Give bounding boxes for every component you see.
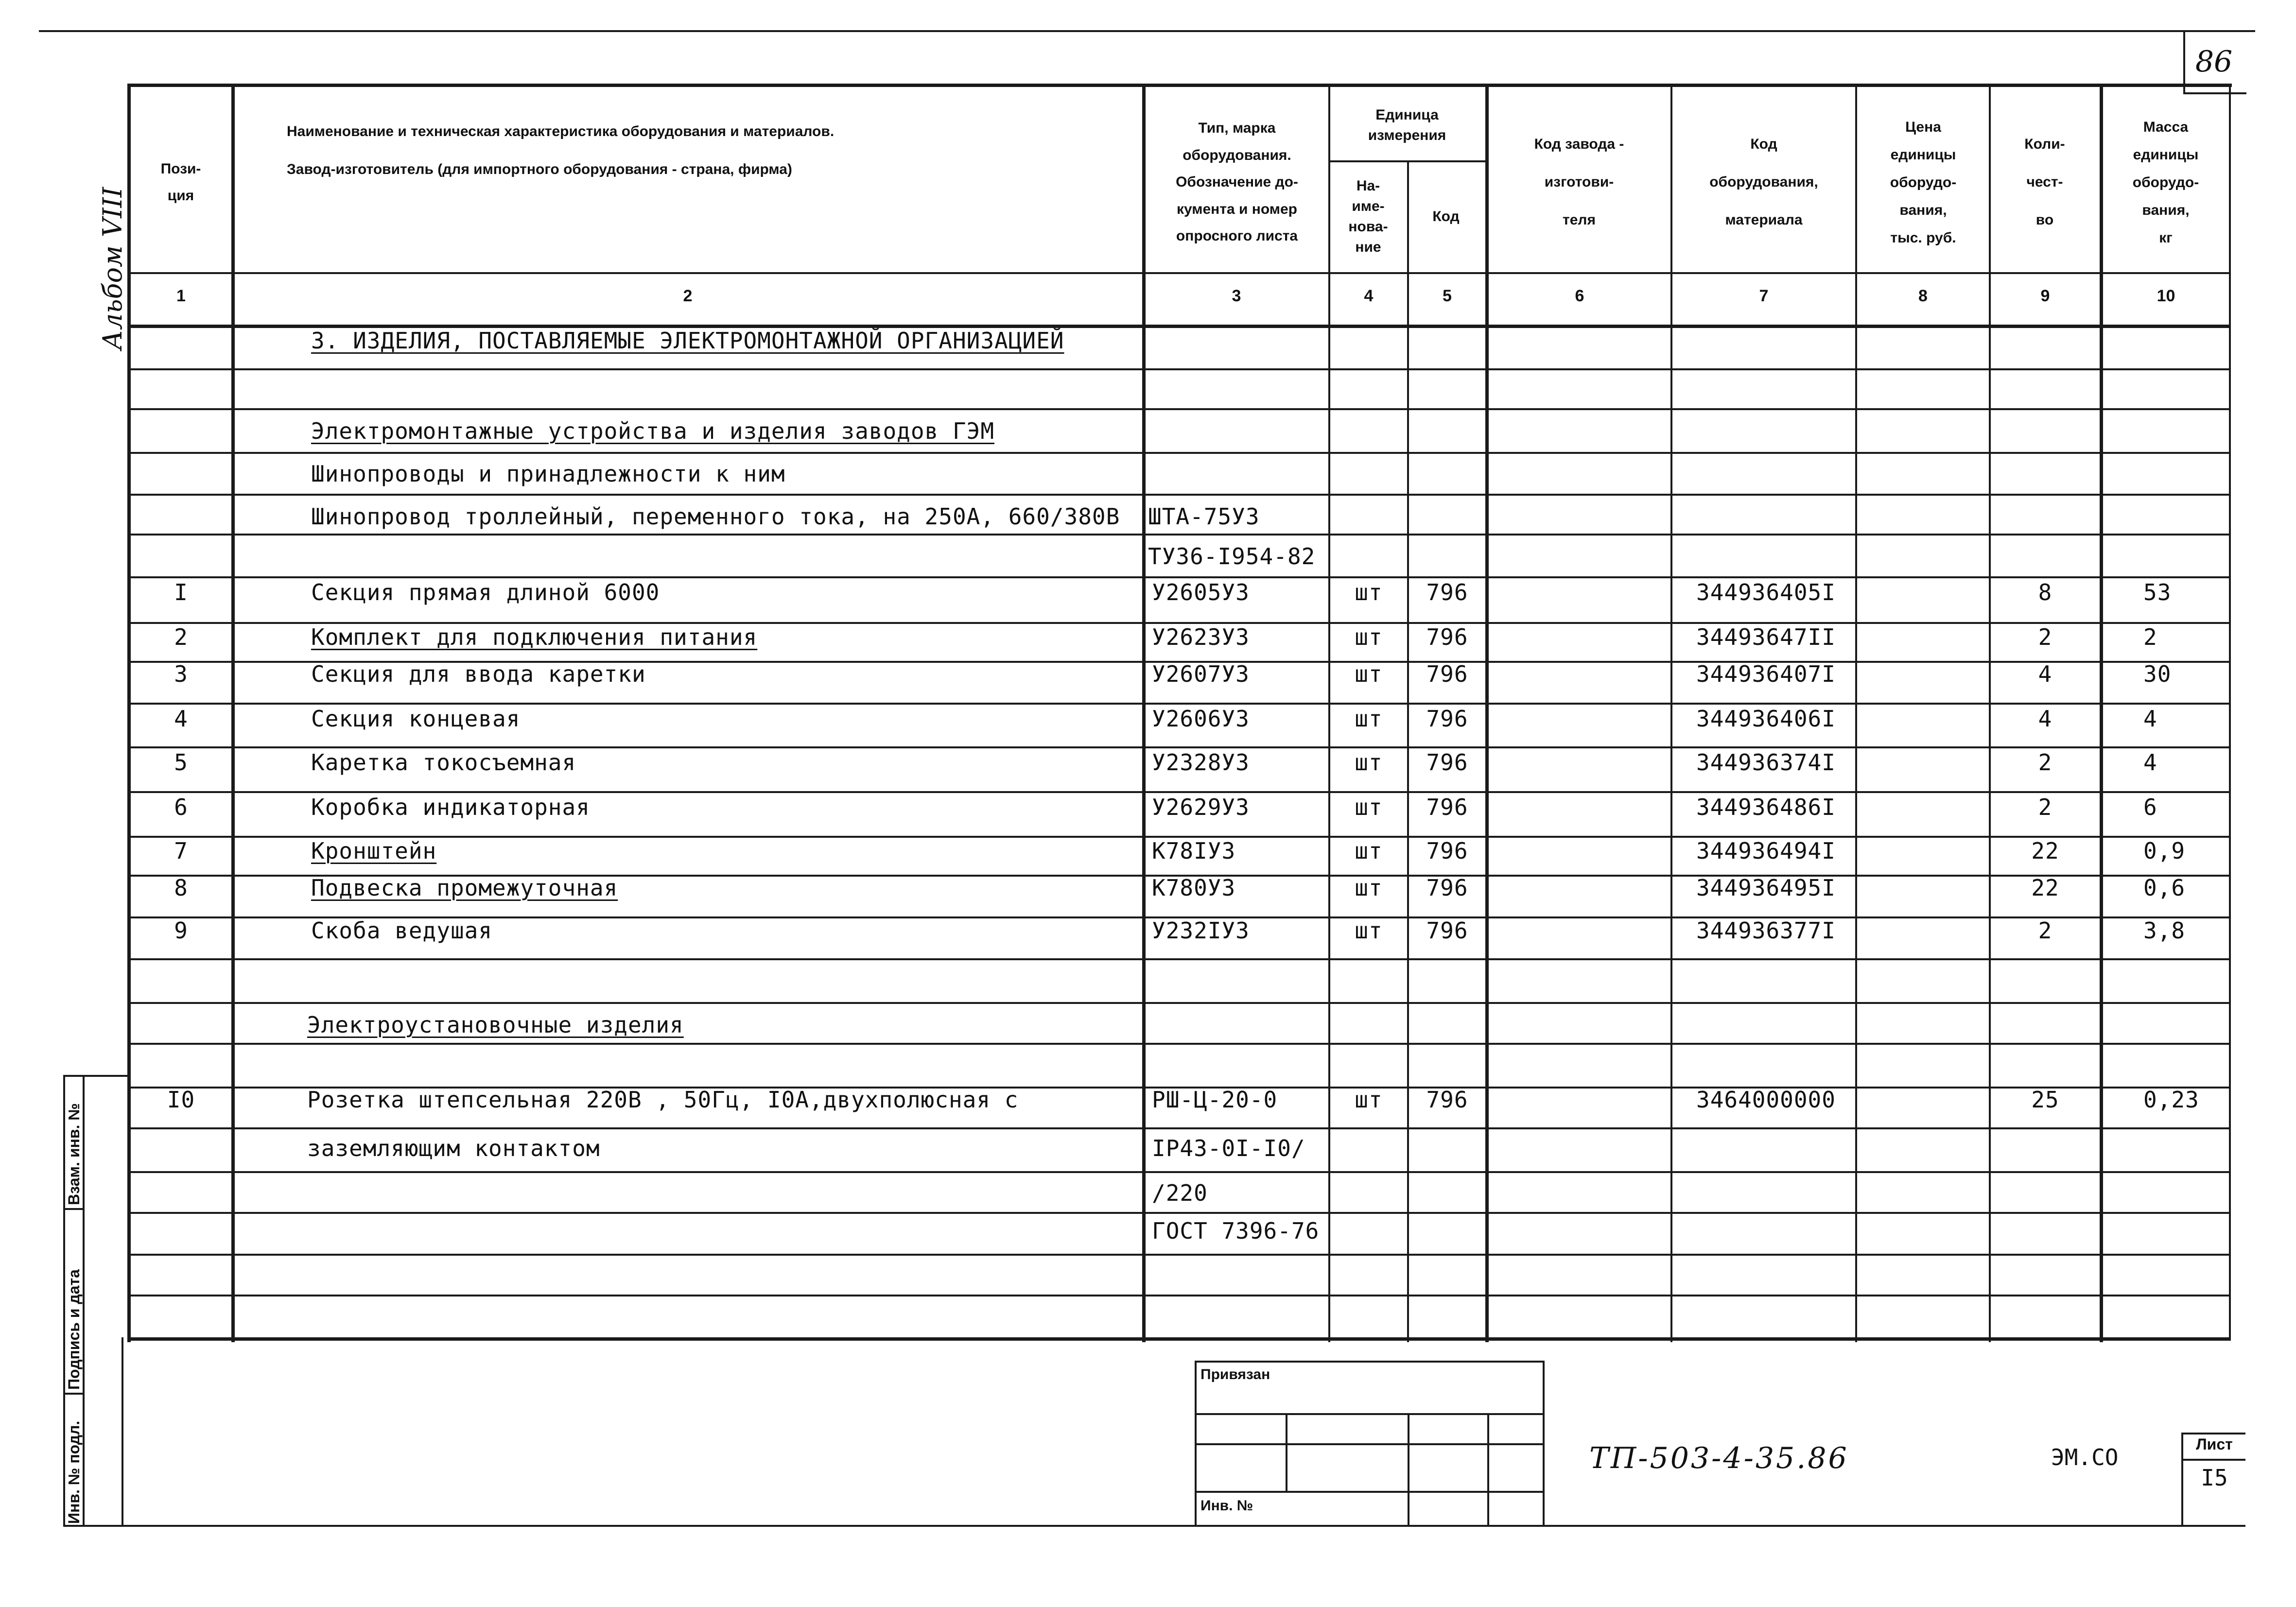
row-line [127, 408, 2231, 410]
colnum-10: 10 [2157, 287, 2175, 305]
side-sign-date: Подпись и дата [65, 1269, 83, 1390]
row-equipment-code: 344936405I [1696, 579, 1836, 605]
row-mass: 4 [2143, 706, 2157, 732]
section-gem: Электромонтажные устройства и изделия заводов ГЭМ [311, 418, 995, 444]
row-quantity: 2 [2038, 917, 2052, 944]
stamp-privyazan: Привязан [1200, 1366, 1270, 1382]
row-quantity: 2 [2038, 749, 2052, 776]
row-name: Секция для ввода каретки [311, 661, 646, 687]
sheet-box-sep [2181, 1459, 2245, 1461]
row-unit: шт [1355, 579, 1383, 605]
side-inv-podl: Инв. № подл. [65, 1420, 83, 1524]
sheet-label: Лист [2196, 1435, 2233, 1453]
trolley-type: ШТА-75УЗ [1148, 503, 1260, 530]
row-line [127, 791, 2231, 793]
row-unit: шт [1355, 875, 1383, 901]
section-title [311, 328, 1064, 354]
col-sep-5 [1485, 84, 1489, 1342]
row-name: Розетка штепсельная 220В , 50Гц, I0А,двухполюсная с [307, 1087, 1019, 1113]
stamp-line [1195, 1413, 1545, 1415]
trolley-tu: ТУ36-I954-82 [1148, 543, 1316, 570]
row-line [127, 703, 2231, 705]
page-number: 86 [2195, 45, 2233, 79]
col-sep-1 [231, 84, 235, 1342]
row-line [127, 1212, 2231, 1214]
row-name: Скоба ведушая [311, 917, 493, 944]
header-mass: Масса единицы оборудо- вания, кг [2132, 119, 2199, 246]
row-mass: 53 [2143, 579, 2172, 605]
side-vzam: Взам. инв. № [65, 1103, 83, 1205]
row-unit: шт [1355, 838, 1383, 864]
row-name: Подвеска промежуточная [311, 875, 618, 901]
header-equipment-code: Код оборудования, материала [1709, 136, 1818, 228]
col-sep-2 [1142, 84, 1146, 1342]
row-unit-code: 796 [1426, 875, 1468, 901]
header-bottom [127, 272, 2231, 274]
row-equipment-code: 344936495I [1696, 875, 1836, 901]
row-line [127, 368, 2231, 370]
sheet-number: I5 [2201, 1465, 2228, 1491]
row-quantity: 22 [2031, 875, 2059, 901]
stamp-inv-no: Инв. № [1200, 1498, 1253, 1514]
row-equipment-code: 344936407I [1696, 661, 1836, 687]
row-mass: 0,23 [2143, 1087, 2199, 1113]
colnum-3: 3 [1232, 287, 1241, 305]
row-name: Секция прямая длиной 6000 [311, 579, 660, 605]
row-type: У232IУЗ [1152, 917, 1250, 944]
row-unit-code: 796 [1426, 1087, 1468, 1113]
row-type: У2607УЗ [1152, 661, 1250, 687]
row-line [127, 576, 2231, 578]
table-bottom [127, 1337, 2231, 1341]
side-stamp-top [63, 1075, 129, 1077]
colnum-5: 5 [1443, 287, 1452, 305]
stamp-col [1408, 1413, 1409, 1525]
row-equipment-code: 34493647II [1696, 624, 1836, 650]
stamp-line [1195, 1443, 1545, 1445]
row-quantity: 4 [2038, 706, 2052, 732]
row-line [127, 1254, 2231, 1256]
header-price: Цена единицы оборудо- вания, тыс. руб. [1890, 119, 1957, 246]
header-position: Пози- ция [160, 160, 201, 204]
row-unit: шт [1355, 624, 1383, 650]
colnum-2: 2 [683, 287, 693, 305]
row10-type-line3: /220 [1152, 1180, 1208, 1206]
row-line [127, 746, 2231, 748]
row10-type-line2: IP43-0I-I0/ [1152, 1135, 1305, 1161]
row-mass: 2 [2143, 624, 2157, 650]
row-mass: 0,9 [2143, 838, 2186, 864]
album-mark: Альбом VIII [97, 187, 128, 350]
row-name: Коробка индикаторная [311, 794, 590, 820]
colnum-9: 9 [2040, 287, 2050, 305]
row-type: У2606УЗ [1152, 706, 1250, 732]
header-unit-name: На- име- нова- ние [1348, 178, 1388, 255]
col-sep-7 [1855, 84, 1857, 1342]
row-quantity: 8 [2038, 579, 2052, 605]
row-name: Каретка токосъемная [311, 749, 576, 776]
header-unit-group: Единица измерения [1368, 106, 1446, 143]
row-unit-code: 796 [1426, 749, 1468, 776]
frame-bottom [63, 1525, 2245, 1527]
row-type: К780УЗ [1152, 875, 1236, 901]
row-unit-code: 796 [1426, 838, 1468, 864]
row-line [127, 1002, 2231, 1004]
row-position: 6 [174, 794, 188, 820]
row-position: 5 [174, 749, 188, 776]
table-right [2229, 84, 2231, 1337]
unit-group-line [1328, 160, 1487, 162]
row-equipment-code: 344936377I [1696, 917, 1836, 944]
row-unit-code: 796 [1426, 624, 1468, 650]
row-quantity: 25 [2031, 1087, 2059, 1113]
row-unit: шт [1355, 661, 1383, 687]
header-type: Тип, марка оборудования. Обозначение до- кумента и номер опросного листа [1176, 120, 1298, 244]
side-stamp-sep [63, 1208, 84, 1210]
doc-code: ТП-503-4-35.86 [1589, 1441, 1849, 1475]
row-unit-code: 796 [1426, 661, 1468, 687]
row-line [127, 1295, 2231, 1296]
row-name: Кронштейн [311, 838, 437, 864]
frame-left [122, 1337, 123, 1527]
col-sep-6 [1670, 84, 1672, 1342]
stamp-top [1195, 1361, 1545, 1363]
stamp-col [1487, 1413, 1489, 1525]
section-busbars: Шинопроводы и принадлежности к ним [311, 461, 785, 487]
section-install: Электроустановочные изделия [307, 1012, 684, 1038]
section-title-text: 3. ИЗДЕЛИЯ, ПОСТАВЛЯЕМЫЕ ЭЛЕКТРОМОНТАЖНОЙ ОРГАНИЗАЦИЕЙ [311, 328, 1064, 354]
row-name: Комплект для подключения питания [311, 624, 758, 650]
row-position: 9 [174, 917, 188, 944]
row-type: К78IУЗ [1152, 838, 1236, 864]
row-quantity: 2 [2038, 794, 2052, 820]
table-top [127, 84, 2232, 87]
row-line [127, 958, 2231, 960]
row-quantity: 4 [2038, 661, 2052, 687]
row-unit-code: 796 [1426, 794, 1468, 820]
colnum-6: 6 [1575, 287, 1584, 305]
row-equipment-code: 344936374I [1696, 749, 1836, 776]
colnum-7: 7 [1759, 287, 1769, 305]
row-position: I0 [167, 1087, 195, 1113]
row-equipment-code: 344936406I [1696, 706, 1836, 732]
row-position: 4 [174, 706, 188, 732]
row-position: 8 [174, 875, 188, 901]
row-quantity: 2 [2038, 624, 2052, 650]
row10-type-line4: ГОСТ 7396-76 [1152, 1218, 1320, 1244]
row-unit: шт [1355, 917, 1383, 944]
row10-name-line2: заземляющим контактом [307, 1135, 600, 1161]
row-position: 2 [174, 624, 188, 650]
row-mass: 4 [2143, 749, 2157, 776]
row-unit: шт [1355, 1087, 1383, 1113]
row-type: У2629УЗ [1152, 794, 1250, 820]
header-factory-code: Код завода - изготови- теля [1534, 136, 1624, 228]
header-quantity: Коли- чест- во [2024, 136, 2065, 228]
row-line [127, 534, 2231, 536]
row-line [127, 1171, 2231, 1173]
row-line [127, 1043, 2231, 1045]
row-equipment-code: 344936486I [1696, 794, 1836, 820]
row-position: I [174, 579, 188, 605]
row-unit-code: 796 [1426, 579, 1468, 605]
stamp-line [1195, 1491, 1545, 1493]
sheet-code: ЭМ.СО [2051, 1444, 2119, 1470]
row-type: У2623УЗ [1152, 624, 1250, 650]
row-type: У2605УЗ [1152, 579, 1250, 605]
row-line [127, 494, 2231, 496]
header-name: Наименование и техническая характеристика оборудования и материалов. Завод-изготовитель (для импортного оборудования - страна, фирма) [287, 123, 835, 177]
colnum-8: 8 [1918, 287, 1928, 305]
row-unit: шт [1355, 706, 1383, 732]
row-position: 3 [174, 661, 188, 687]
top-border [39, 30, 2255, 32]
row-type: У2328УЗ [1152, 749, 1250, 776]
row-mass: 30 [2143, 661, 2172, 687]
row-name: Секция концевая [311, 706, 521, 732]
side-stamp-sep [63, 1393, 84, 1395]
row-quantity: 22 [2031, 838, 2059, 864]
sheet-box-top [2181, 1433, 2245, 1434]
row-equipment-code: 344936494I [1696, 838, 1836, 864]
row-position: 7 [174, 838, 188, 864]
row-unit-code: 796 [1426, 706, 1468, 732]
row-line [127, 452, 2231, 454]
row-mass: 0,6 [2143, 875, 2186, 901]
sheet-box-left [2181, 1433, 2183, 1526]
row-mass: 3,8 [2143, 917, 2186, 944]
colnum-4: 4 [1364, 287, 1374, 305]
row-unit: шт [1355, 749, 1383, 776]
row-unit-code: 796 [1426, 917, 1468, 944]
header-unit-code: Код [1432, 208, 1460, 225]
row-equipment-code: 3464000000 [1696, 1087, 1836, 1113]
row-type: РШ-Ц-20-0 [1152, 1087, 1278, 1113]
stamp-col [1286, 1413, 1287, 1491]
row-unit: шт [1355, 794, 1383, 820]
colnum-1: 1 [176, 287, 186, 305]
col-sep-9 [2100, 84, 2103, 1342]
section-trolley: Шинопровод троллейный, переменного тока, на 250А, 660/380В [311, 503, 1120, 530]
row-line [127, 1127, 2231, 1129]
row-mass: 6 [2143, 794, 2157, 820]
